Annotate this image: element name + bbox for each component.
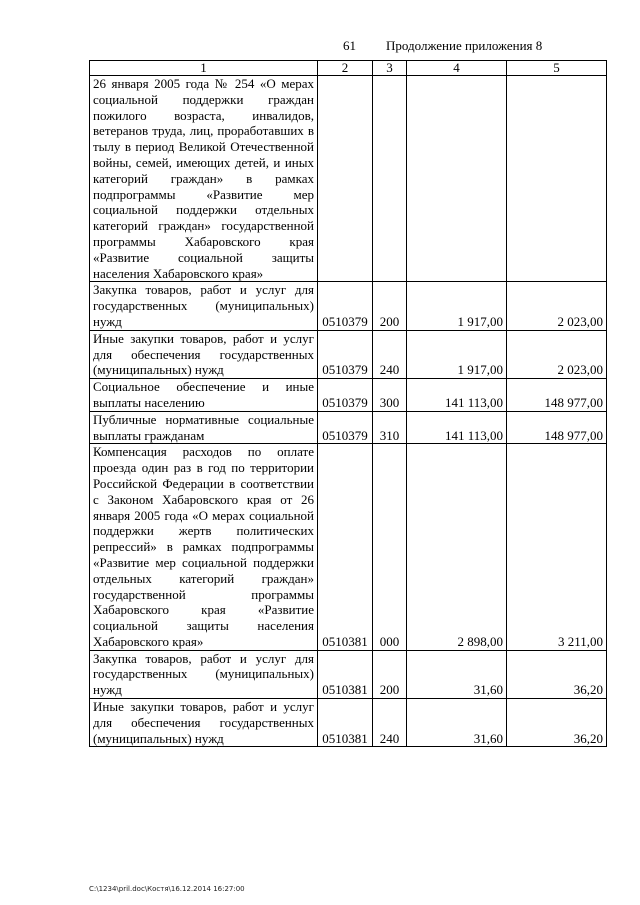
row-value-4: 141 113,00 <box>407 379 507 412</box>
row-value-5: 2 023,00 <box>507 282 607 330</box>
row-type <box>373 76 407 282</box>
page-number: 61 <box>343 38 356 53</box>
row-type: 200 <box>373 282 407 330</box>
row-value-4: 2 898,00 <box>407 444 507 650</box>
row-code: 0510381 <box>318 444 373 650</box>
row-name: Социальное обеспечение и иные выплаты населению <box>90 379 318 412</box>
row-value-4: 1 917,00 <box>407 282 507 330</box>
table-row <box>90 699 607 747</box>
row-value-4: 141 113,00 <box>407 411 507 444</box>
column-number-row <box>90 61 607 76</box>
row-type: 000 <box>373 444 407 650</box>
column-header: 3 <box>373 61 407 76</box>
row-value-5: 148 977,00 <box>507 411 607 444</box>
column-header: 4 <box>407 61 507 76</box>
row-name: 26 января 2005 года № 254 «О мерах социальной поддержки граждан пожилого возраста, инвалидов, ветеранов труда, лиц, проработавших в тылу в период Великой Отечественной войны, семей, имеющих детей, и иных категорий граждан» в рамках подпрограммы «Развитие мер социальной поддержки отдельных категорий граждан» государственной программы Хабаровского края «Развитие социальной защиты населения Хабаровского края» <box>90 76 318 282</box>
row-value-5: 2 023,00 <box>507 330 607 378</box>
row-name: Иные закупки товаров, работ и услуг для обеспечения государственных (муниципальных) нужд <box>90 330 318 378</box>
row-value-5: 36,20 <box>507 699 607 747</box>
row-code: 0510379 <box>318 379 373 412</box>
table-row <box>90 76 607 282</box>
row-code: 0510381 <box>318 650 373 698</box>
row-code: 0510381 <box>318 699 373 747</box>
row-value-5: 3 211,00 <box>507 444 607 650</box>
row-code: 0510379 <box>318 411 373 444</box>
table-row <box>90 411 607 444</box>
row-value-4 <box>407 76 507 282</box>
row-value-4: 31,60 <box>407 699 507 747</box>
table-row <box>90 379 607 412</box>
row-type: 240 <box>373 330 407 378</box>
row-value-5: 36,20 <box>507 650 607 698</box>
column-header: 2 <box>318 61 373 76</box>
row-type: 200 <box>373 650 407 698</box>
table-row <box>90 330 607 378</box>
row-type: 240 <box>373 699 407 747</box>
table-row <box>90 650 607 698</box>
table-row <box>90 282 607 330</box>
row-code: 0510379 <box>318 330 373 378</box>
file-path-footer: C:\1234\pril.doc\Костя\16.12.2014 16:27:00 <box>89 885 245 893</box>
continuation-label: Продолжение приложения 8 <box>386 38 543 53</box>
row-name: Иные закупки товаров, работ и услуг для обеспечения государственных (муниципальных) нужд <box>90 699 318 747</box>
row-name: Закупка товаров, работ и услуг для государственных (муниципальных) нужд <box>90 650 318 698</box>
column-header: 5 <box>507 61 607 76</box>
page-header <box>0 38 640 54</box>
row-type: 300 <box>373 379 407 412</box>
row-value-5: 148 977,00 <box>507 379 607 412</box>
row-code: 0510379 <box>318 282 373 330</box>
column-header: 1 <box>90 61 318 76</box>
row-code <box>318 76 373 282</box>
row-name: Публичные нормативные социальные выплаты гражданам <box>90 411 318 444</box>
row-value-5 <box>507 76 607 282</box>
row-name: Закупка товаров, работ и услуг для государственных (муниципальных) нужд <box>90 282 318 330</box>
row-value-4: 1 917,00 <box>407 330 507 378</box>
row-name: Компенсация расходов по оплате проезда один раз в год по территории Российской Федерации в соответствии с Законом Хабаровского края от 26 января 2005 года «О мерах социальной поддержки жертв политических репрессий» в рамках подпрограммы «Развитие мер социальной поддержки отдельных категорий граждан» государственной программы Хабаровского края «Развитие социальной защиты населения Хабаровского края» <box>90 444 318 650</box>
row-value-4: 31,60 <box>407 650 507 698</box>
budget-table <box>89 60 607 747</box>
row-type: 310 <box>373 411 407 444</box>
table-row <box>90 444 607 650</box>
